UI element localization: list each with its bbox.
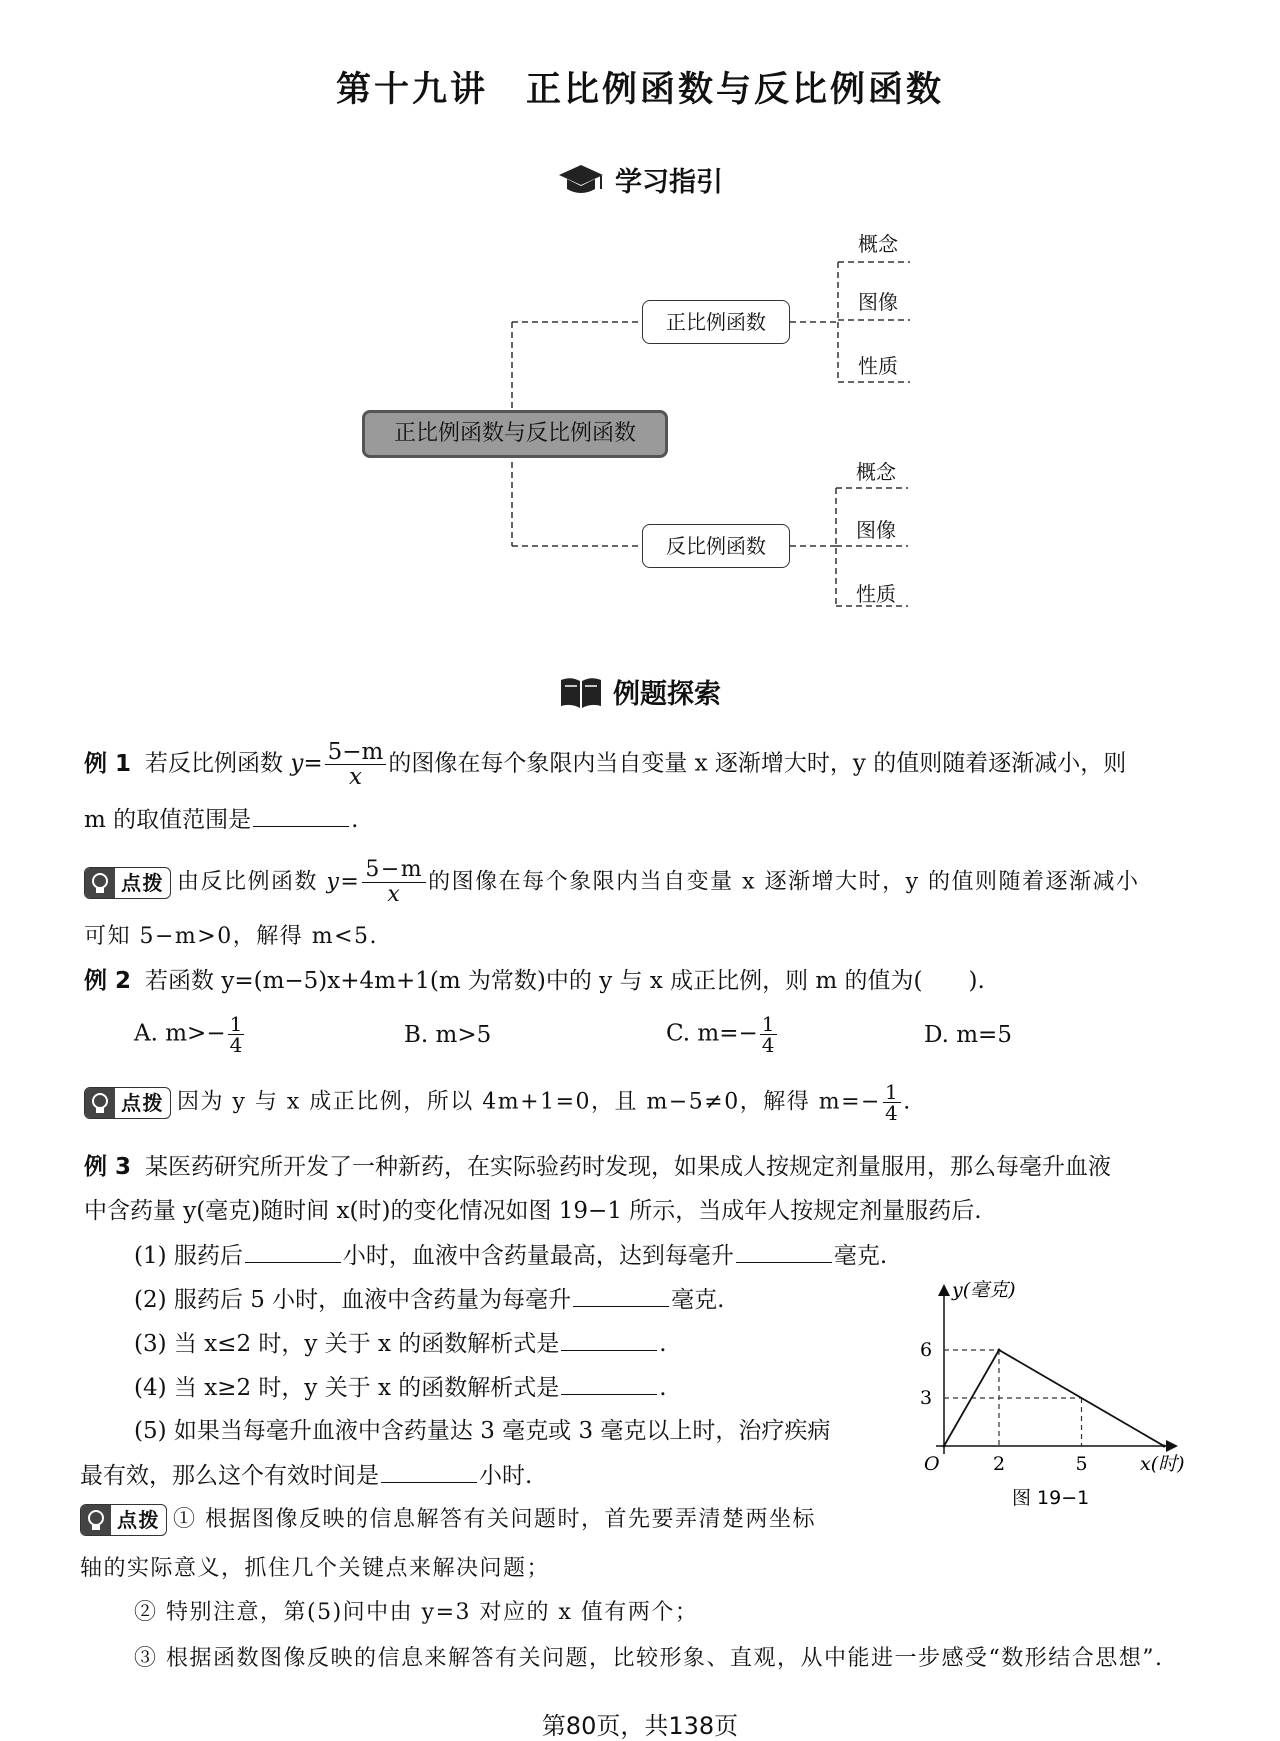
ex3-question-line1: 例 3 某医药研究所开发了一种新药，在实际验药时发现，如果成人按规定剂量服用，那么每毫升血液 (84, 1154, 1112, 1180)
answer-blank[interactable] (561, 1328, 657, 1351)
ex3-q5-line2: 最有效，那么这个有效时间是 小时. (80, 1460, 532, 1491)
fraction: $\frac{5-m}{x}$ (325, 740, 387, 789)
hint-tag: 点拨 (84, 867, 171, 899)
chart-y-label: y(毫克) (952, 1279, 1016, 1301)
ex3-hint-line4: ③ 根据函数图像反映的信息来解答有关问题，比较形象、直观，从中能进一步感受“数形结合思想”. (134, 1646, 1164, 1671)
fraction: $\frac{5-m}{x}$ (362, 858, 426, 907)
ex2-question: 例 2 若函数 y=(m−5)x+4m+1(m 为常数)中的 y 与 x 成正比例，则 m 的值为( ). (84, 968, 985, 994)
ex1-hint-line1: 点拨 由反比例函数 y= $\frac{5-m}{x}$ 的图像在每个象限内当自变量 x 逐渐增大时，y 的值则随着逐渐减小 (84, 858, 1140, 907)
hint-tag: 点拨 (84, 1087, 171, 1119)
lightbulb-icon (81, 1505, 111, 1535)
ex3-hint-line3: ② 特别注意，第(5)问中由 y=3 对应的 x 值有两个； (134, 1600, 699, 1625)
chart-x-tick-label: 5 (1075, 1453, 1088, 1475)
ex3-q4: (4) 当 x≥2 时，y 关于 x 的函数解析式是 . (134, 1372, 667, 1403)
answer-blank[interactable] (381, 1460, 477, 1483)
chart-x-tick-label: 2 (993, 1453, 1006, 1475)
page-number: 第80页，共138页 (541, 1712, 739, 1740)
mindmap-leaf: 概念 (858, 232, 898, 256)
chart-y-tick-label: 6 (920, 1339, 933, 1361)
fraction: $\frac{1}{4}$ (229, 1012, 243, 1057)
chart-data-point (998, 1349, 1001, 1352)
fraction: $\frac{1}{4}$ (884, 1080, 900, 1125)
chart-data-point (943, 1445, 946, 1448)
answer-blank[interactable] (573, 1284, 669, 1307)
fraction: $\frac{1}{4}$ (761, 1012, 775, 1057)
mindmap-leaf: 性质 (856, 582, 896, 606)
ex3-q3: (3) 当 x≤2 时，y 关于 x 的函数解析式是 . (134, 1328, 667, 1359)
ex2-option-c: C. m=− $\frac{1}{4}$ (666, 1012, 775, 1057)
ex3-question-line2: 中含药量 y(毫克)随时间 x(时)的变化情况如图 19−1 所示，当成年人按规定剂量服药后. (84, 1198, 982, 1224)
answer-blank[interactable] (736, 1240, 832, 1263)
section-examples-heading (0, 672, 1280, 717)
ex2-option-d: D. m=5 (924, 1022, 1012, 1048)
mindmap-leaf: 概念 (856, 460, 896, 484)
mindmap-branch-inverse: 反比例函数 (642, 524, 790, 568)
answer-blank[interactable] (561, 1372, 657, 1395)
lightbulb-icon (85, 1088, 115, 1118)
ex3-hint-line2: 轴的实际意义，抓住几个关键点来解决问题； (80, 1556, 551, 1581)
ex1-question-line2: m 的取值范围是 . (84, 804, 358, 835)
chart-y-tick-label: 3 (920, 1387, 933, 1409)
mindmap-root-node: 正比例函数与反比例函数 (362, 410, 668, 458)
section-guide-title: 学习指引 (615, 167, 723, 198)
chart-figure-19-1 (900, 1270, 1210, 1520)
mindmap-leaf: 图像 (856, 518, 896, 542)
page-title: 第十九讲 正比例函数与反比例函数 (335, 70, 944, 110)
ex1-question-line1: 例 1 若反比例函数 y= $\frac{5-m}{x}$ 的图像在每个象限内当自变量 x 逐渐增大时，y 的值则随着逐渐减小，则 (84, 739, 1127, 790)
chart-data-point (1163, 1445, 1166, 1448)
mindmap-leaf: 性质 (858, 354, 898, 378)
chart-x-label: x(时) (1140, 1453, 1185, 1475)
open-book-icon (559, 674, 603, 717)
mindmap-branch-direct: 正比例函数 (642, 300, 790, 344)
ex2-hint: 点拨 因为 y 与 x 成正比例，所以 4m+1=0，且 m−5≠0，解得 m=− $\frac{1}{4}$ . (84, 1082, 912, 1123)
mindmap-leaf: 图像 (858, 290, 898, 314)
ex2-option-a: A. m>− $\frac{1}{4}$ (134, 1012, 243, 1057)
lightbulb-icon (85, 868, 115, 898)
hint-tag: 点拨 (80, 1504, 167, 1536)
ex3-q1: (1) 服药后 小时，血液中含药量最高，达到每毫升 毫克. (134, 1240, 887, 1271)
chart-caption: 图 19−1 (1012, 1487, 1090, 1509)
answer-blank[interactable] (245, 1240, 341, 1263)
ex2-option-b: B. m>5 (404, 1022, 492, 1048)
ex3-q2: (2) 服药后 5 小时，血液中含药量为每毫升 毫克. (134, 1284, 724, 1315)
ex1-hint-line2: 可知 5−m>0，解得 m<5. (84, 924, 378, 949)
answer-blank[interactable] (253, 804, 349, 827)
mindmap-connectors (0, 0, 1280, 640)
section-examples-title: 例题探索 (613, 679, 721, 710)
ex3-q5-line1: (5) 如果当每毫升血液中含药量达 3 毫克或 3 毫克以上时，治疗疾病 (134, 1418, 831, 1444)
chart-origin-label: O (924, 1453, 940, 1475)
ex3-hint-line1: 点拨 ① 根据图像反映的信息解答有关问题时，首先要弄清楚两坐标 (80, 1504, 816, 1536)
